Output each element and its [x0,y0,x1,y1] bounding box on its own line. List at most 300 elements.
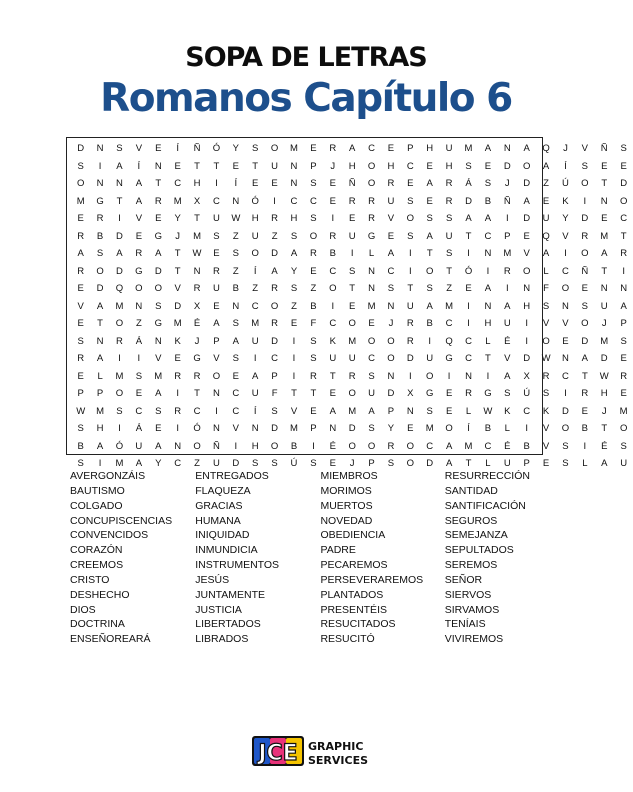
grid-cell[interactable]: O [251,248,259,259]
grid-cell[interactable]: S [387,283,395,294]
grid-cell[interactable]: G [445,353,453,364]
grid-cell[interactable]: I [331,300,335,312]
grid-cell[interactable]: A [484,143,492,154]
grid-cell[interactable]: U [503,318,511,329]
grid-cell[interactable]: S [290,283,298,294]
grid-cell[interactable]: J [194,335,200,347]
grid-cell[interactable]: M [173,318,182,329]
grid-cell[interactable]: W [541,353,551,364]
grid-cell[interactable]: I [292,353,296,364]
grid-cell[interactable]: D [271,335,279,347]
grid-cell[interactable]: U [212,283,220,294]
grid-cell[interactable]: A [290,248,298,259]
grid-cell[interactable]: N [135,300,143,312]
grid-cell[interactable]: A [329,405,336,417]
grid-cell[interactable]: U [251,335,259,347]
grid-cell[interactable]: A [116,160,123,172]
grid-cell[interactable]: H [387,160,395,172]
grid-cell[interactable]: D [174,300,182,312]
grid-cell[interactable]: O [348,440,356,452]
grid-cell[interactable]: S [232,318,239,329]
grid-cell[interactable]: A [232,335,239,347]
grid-cell[interactable]: E [581,405,589,417]
grid-cell[interactable]: C [174,178,182,189]
grid-cell[interactable]: I [215,178,218,189]
grid-cell[interactable]: N [368,283,375,294]
grid-cell[interactable]: R [77,265,85,277]
grid-cell[interactable]: V [135,213,143,224]
grid-cell[interactable]: D [96,283,104,294]
grid-cell[interactable]: O [309,230,318,242]
grid-cell[interactable]: C [309,195,317,207]
grid-cell[interactable]: R [503,265,511,277]
grid-cell[interactable]: O [522,265,531,277]
grid-cell[interactable]: S [387,458,395,469]
grid-cell[interactable]: V [542,440,550,452]
grid-cell[interactable]: V [523,248,530,259]
grid-cell[interactable]: N [620,283,628,294]
grid-cell[interactable]: H [600,388,608,399]
grid-cell[interactable]: P [523,458,530,469]
grid-cell[interactable]: O [212,370,221,382]
grid-cell[interactable]: B [232,283,239,294]
grid-cell[interactable]: Z [252,283,259,294]
grid-cell[interactable]: C [426,440,434,452]
grid-cell[interactable]: E [77,318,84,329]
grid-cell[interactable]: X [523,370,530,382]
grid-cell[interactable]: R [271,213,279,224]
grid-cell[interactable]: A [135,178,143,189]
grid-cell[interactable]: L [485,335,491,347]
grid-cell[interactable]: S [96,248,104,259]
grid-cell[interactable]: D [523,213,531,224]
grid-cell[interactable]: C [251,300,259,312]
grid-cell[interactable]: Y [155,458,162,469]
grid-cell[interactable]: W [231,213,241,224]
grid-cell[interactable]: É [193,318,201,329]
grid-cell[interactable]: J [175,230,181,242]
grid-cell[interactable]: H [484,318,492,329]
grid-cell[interactable]: O [387,353,395,364]
grid-cell[interactable]: Ñ [348,178,356,189]
grid-cell[interactable]: S [445,213,453,224]
grid-cell[interactable]: M [367,300,376,312]
grid-cell[interactable]: R [387,178,395,189]
grid-cell[interactable]: E [348,213,356,224]
grid-cell[interactable]: Ó [115,440,124,452]
grid-cell[interactable]: Í [137,160,141,172]
grid-cell[interactable]: U [329,353,337,364]
grid-cell[interactable]: S [252,458,259,469]
grid-cell[interactable]: R [193,283,201,294]
grid-cell[interactable]: A [523,143,530,154]
grid-cell[interactable]: S [426,405,433,417]
grid-cell[interactable]: I [118,423,121,434]
grid-cell[interactable]: C [290,195,298,207]
grid-cell[interactable]: S [426,213,433,224]
grid-cell[interactable]: V [174,283,181,294]
grid-cell[interactable]: R [271,283,279,294]
grid-cell[interactable]: P [271,370,278,382]
grid-cell[interactable]: N [193,265,201,277]
grid-cell[interactable]: I [292,335,296,347]
grid-cell[interactable]: T [484,353,491,364]
grid-cell[interactable]: I [312,440,315,452]
grid-cell[interactable]: D [620,178,628,189]
grid-cell[interactable]: B [310,300,317,312]
grid-cell[interactable]: A [155,440,162,452]
grid-cell[interactable]: O [445,423,453,434]
grid-cell[interactable]: E [329,388,336,399]
grid-cell[interactable]: C [232,388,240,399]
grid-cell[interactable]: R [96,213,104,224]
grid-cell[interactable]: V [155,353,162,364]
grid-cell[interactable]: O [367,440,376,452]
grid-cell[interactable]: R [581,230,589,242]
grid-cell[interactable]: E [232,370,239,382]
grid-cell[interactable]: M [425,423,434,434]
grid-cell[interactable]: W [599,370,609,382]
grid-cell[interactable]: M [96,405,105,417]
grid-cell[interactable]: F [310,318,317,329]
grid-cell[interactable]: A [252,370,259,382]
grid-cell[interactable]: Z [446,283,453,294]
grid-cell[interactable]: C [562,370,569,382]
grid-cell[interactable]: J [601,318,607,329]
grid-cell[interactable]: N [600,283,608,294]
grid-cell[interactable]: O [581,178,589,189]
grid-cell[interactable]: N [387,300,395,312]
grid-cell[interactable]: H [96,423,104,434]
grid-cell[interactable]: E [368,318,375,329]
grid-cell[interactable]: D [465,195,472,207]
grid-cell[interactable]: É [601,440,608,452]
grid-cell[interactable]: I [467,248,470,259]
grid-cell[interactable]: O [270,143,279,154]
grid-cell[interactable]: K [542,405,550,417]
grid-cell[interactable]: R [309,370,317,382]
grid-cell[interactable]: V [213,353,220,364]
grid-cell[interactable]: A [445,458,453,469]
grid-cell[interactable]: C [465,353,472,364]
grid-cell[interactable]: O [561,283,570,294]
grid-cell[interactable]: A [155,248,162,259]
grid-cell[interactable]: E [581,283,589,294]
grid-cell[interactable]: T [194,388,200,399]
grid-cell[interactable]: N [96,335,104,347]
grid-cell[interactable]: O [581,248,589,259]
grid-cell[interactable]: Ñ [212,440,220,452]
grid-cell[interactable]: T [116,195,123,207]
grid-cell[interactable]: L [543,265,549,277]
grid-cell[interactable]: T [601,423,608,434]
grid-cell[interactable]: E [329,458,336,469]
grid-cell[interactable]: L [485,458,491,469]
grid-cell[interactable]: Ó [193,423,201,434]
grid-cell[interactable]: U [406,300,414,312]
grid-cell[interactable]: K [562,195,569,207]
grid-cell[interactable]: R [348,370,356,382]
grid-cell[interactable]: S [116,405,123,417]
grid-cell[interactable]: L [368,248,375,259]
grid-cell[interactable]: M [76,195,85,207]
grid-cell[interactable]: P [368,458,375,469]
grid-cell[interactable]: J [563,143,568,154]
grid-cell[interactable]: T [97,318,103,329]
grid-cell[interactable]: R [135,248,143,259]
grid-cell[interactable]: C [368,353,375,364]
grid-cell[interactable]: D [271,248,279,259]
grid-cell[interactable]: U [445,143,453,154]
grid-cell[interactable]: M [290,423,298,434]
grid-cell[interactable]: Ú [562,178,569,189]
grid-cell[interactable]: A [523,195,530,207]
grid-cell[interactable]: Á [135,335,143,347]
grid-cell[interactable]: O [406,458,415,469]
grid-cell[interactable]: W [76,405,86,417]
grid-cell[interactable]: O [406,213,415,224]
grid-cell[interactable]: W [483,405,493,417]
grid-cell[interactable]: U [600,300,608,312]
grid-cell[interactable]: R [77,230,85,242]
grid-cell[interactable]: B [523,440,530,452]
grid-cell[interactable]: O [619,195,628,207]
grid-cell[interactable]: T [620,230,627,242]
grid-cell[interactable]: M [348,335,357,347]
grid-cell[interactable]: H [290,213,298,224]
grid-cell[interactable]: T [465,458,472,469]
grid-cell[interactable]: E [620,160,627,172]
grid-cell[interactable]: G [154,230,162,242]
grid-cell[interactable]: V [232,423,239,434]
grid-cell[interactable]: Ñ [503,195,511,207]
grid-cell[interactable]: O [348,388,356,399]
grid-cell[interactable]: I [273,195,276,207]
grid-cell[interactable]: I [486,370,490,382]
grid-cell[interactable]: E [620,353,627,364]
grid-cell[interactable]: H [426,143,434,154]
grid-cell[interactable]: G [154,318,162,329]
grid-cell[interactable]: G [135,265,143,277]
grid-cell[interactable]: S [620,335,627,347]
grid-cell[interactable]: B [96,230,104,242]
grid-cell[interactable]: I [98,458,102,469]
grid-cell[interactable]: G [96,195,104,207]
grid-cell[interactable]: A [116,248,123,259]
grid-cell[interactable]: O [387,335,395,347]
grid-cell[interactable]: O [367,335,376,347]
grid-cell[interactable]: S [542,388,550,399]
grid-cell[interactable]: I [176,423,179,434]
grid-cell[interactable]: N [600,195,608,207]
grid-cell[interactable]: P [310,423,317,434]
grid-cell[interactable]: I [137,353,141,364]
grid-cell[interactable]: U [271,160,279,172]
grid-cell[interactable]: T [407,283,414,294]
grid-cell[interactable]: I [583,195,587,207]
grid-cell[interactable]: A [96,300,104,312]
grid-cell[interactable]: Ó [251,195,259,207]
grid-cell[interactable]: E [77,213,84,224]
grid-cell[interactable]: Ñ [193,143,201,154]
grid-cell[interactable]: S [445,248,453,259]
grid-cell[interactable]: I [253,353,257,364]
grid-cell[interactable]: A [426,230,433,242]
grid-cell[interactable]: S [581,160,589,172]
grid-cell[interactable]: P [407,143,414,154]
grid-cell[interactable]: U [212,458,220,469]
grid-cell[interactable]: Y [562,213,569,224]
grid-cell[interactable]: C [406,160,414,172]
grid-cell[interactable]: A [542,160,550,172]
grid-cell[interactable]: R [174,370,182,382]
grid-cell[interactable]: I [98,160,102,172]
grid-cell[interactable]: M [115,458,124,469]
grid-cell[interactable]: E [620,388,627,399]
grid-cell[interactable]: N [465,370,472,382]
grid-cell[interactable]: E [523,230,530,242]
grid-cell[interactable]: R [348,195,356,207]
grid-cell[interactable]: S [407,230,414,242]
grid-cell[interactable]: R [620,248,628,259]
grid-cell[interactable]: D [232,458,240,469]
grid-cell[interactable]: R [445,195,453,207]
grid-cell[interactable]: E [407,178,414,189]
grid-cell[interactable]: A [601,248,608,259]
grid-cell[interactable]: N [212,423,220,434]
grid-cell[interactable]: B [426,318,433,329]
grid-cell[interactable]: R [77,353,85,364]
grid-cell[interactable]: É [504,335,511,347]
grid-cell[interactable]: P [310,160,317,172]
grid-cell[interactable]: J [601,405,607,417]
grid-cell[interactable]: R [406,335,414,347]
grid-cell[interactable]: T [426,248,433,259]
grid-cell[interactable]: S [542,300,550,312]
grid-cell[interactable]: I [447,370,451,382]
grid-cell[interactable]: M [600,335,609,347]
grid-cell[interactable]: I [467,300,470,312]
grid-cell[interactable]: S [116,143,123,154]
grid-cell[interactable]: Í [234,178,238,189]
grid-cell[interactable]: I [583,440,587,452]
grid-cell[interactable]: E [213,248,220,259]
grid-cell[interactable]: Q [542,230,550,242]
grid-cell[interactable]: X [193,195,201,207]
grid-cell[interactable]: C [135,405,143,417]
grid-cell[interactable]: V [562,318,569,329]
grid-cell[interactable]: T [194,213,200,224]
grid-cell[interactable]: S [310,178,317,189]
grid-cell[interactable]: A [96,353,104,364]
grid-cell[interactable]: Z [135,318,142,329]
grid-cell[interactable]: I [176,388,179,399]
grid-cell[interactable]: É [329,440,336,452]
grid-cell[interactable]: R [620,370,628,382]
grid-cell[interactable]: E [77,283,84,294]
grid-cell[interactable]: D [406,353,414,364]
grid-cell[interactable]: C [465,335,472,347]
grid-cell[interactable]: B [290,440,298,452]
grid-cell[interactable]: R [193,370,201,382]
grid-cell[interactable]: E [407,423,414,434]
grid-cell[interactable]: M [290,143,298,154]
grid-cell[interactable]: M [464,440,473,452]
grid-cell[interactable]: N [232,300,240,312]
grid-cell[interactable]: S [465,160,472,172]
grid-cell[interactable]: S [155,405,162,417]
grid-cell[interactable]: Q [445,335,453,347]
grid-cell[interactable]: A [426,178,433,189]
grid-cell[interactable]: A [426,300,433,312]
grid-cell[interactable]: P [213,335,220,347]
grid-cell[interactable]: V [290,405,298,417]
grid-cell[interactable]: D [562,405,569,417]
grid-cell[interactable]: E [174,160,181,172]
grid-cell[interactable]: V [581,143,589,154]
grid-cell[interactable]: S [155,300,162,312]
grid-cell[interactable]: U [135,440,143,452]
grid-cell[interactable]: E [387,230,395,242]
grid-cell[interactable]: Q [542,143,550,154]
grid-cell[interactable]: M [115,300,124,312]
grid-cell[interactable]: I [505,213,509,224]
grid-cell[interactable]: O [135,283,143,294]
grid-cell[interactable]: C [329,265,337,277]
grid-cell[interactable]: D [581,213,589,224]
grid-cell[interactable]: Ú [523,388,531,399]
grid-cell[interactable]: S [310,353,317,364]
grid-cell[interactable]: O [270,300,279,312]
grid-cell[interactable]: A [620,300,627,312]
grid-cell[interactable]: P [96,388,104,399]
grid-cell[interactable]: K [329,335,336,347]
grid-cell[interactable]: E [213,300,220,312]
grid-cell[interactable]: E [601,213,608,224]
grid-cell[interactable]: D [154,265,162,277]
grid-cell[interactable]: M [619,405,628,417]
grid-cell[interactable]: S [504,388,511,399]
grid-cell[interactable]: S [368,423,375,434]
grid-cell[interactable]: D [348,423,356,434]
grid-cell[interactable]: N [562,300,569,312]
grid-cell[interactable]: E [77,370,84,382]
grid-cell[interactable]: Y [290,265,298,277]
grid-cell[interactable]: E [155,213,162,224]
grid-cell[interactable]: C [484,230,492,242]
grid-cell[interactable]: R [465,388,472,399]
grid-cell[interactable]: Z [232,230,239,242]
grid-cell[interactable]: I [118,353,121,364]
grid-cell[interactable]: N [212,388,220,399]
grid-cell[interactable]: D [503,160,511,172]
grid-cell[interactable]: T [291,388,297,399]
grid-cell[interactable]: O [522,160,531,172]
grid-cell[interactable]: Y [232,143,239,154]
grid-cell[interactable]: C [212,195,220,207]
grid-cell[interactable]: S [310,458,317,469]
grid-cell[interactable]: Í [467,423,470,434]
grid-cell[interactable]: A [271,265,278,277]
grid-cell[interactable]: Á [465,178,472,189]
grid-cell[interactable]: H [523,300,531,312]
grid-cell[interactable]: L [582,458,588,469]
grid-cell[interactable]: P [387,405,395,417]
grid-cell[interactable]: E [542,195,550,207]
grid-cell[interactable]: R [406,318,414,329]
grid-cell[interactable]: X [193,300,201,312]
grid-cell[interactable]: N [290,178,298,189]
